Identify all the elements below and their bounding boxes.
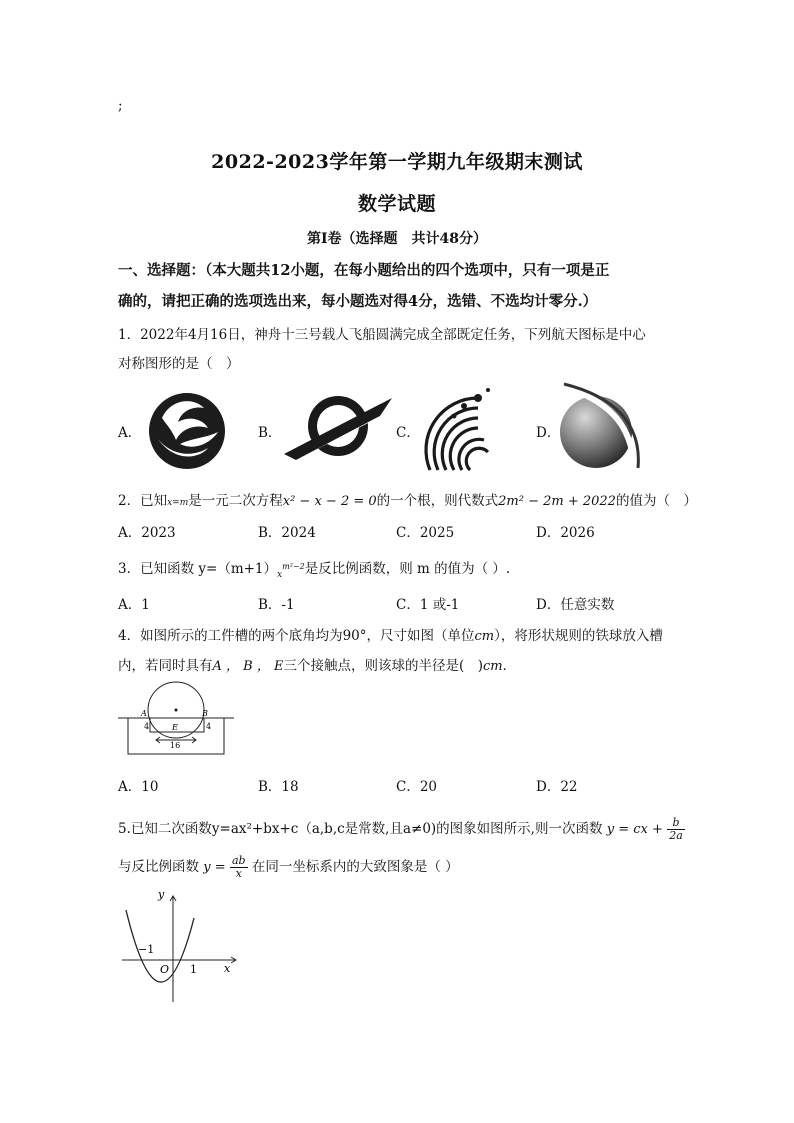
q1-option-a-emblem xyxy=(142,388,232,474)
q2-suffix: 的值为（ ） xyxy=(615,493,697,509)
q2-root: x=m xyxy=(167,498,189,508)
q5-linear-num: b xyxy=(667,817,685,830)
q4-line1-end: ），将形状规则的铁球放入槽 xyxy=(494,628,663,644)
q5-one-label: 1 xyxy=(190,963,197,976)
stray-mark: ; xyxy=(118,98,123,114)
q3-stem xyxy=(118,557,511,580)
q5-linear-lhs: y = cx + xyxy=(606,822,663,837)
q3-exponent: m²−2 xyxy=(282,562,305,571)
q5-inverse-num: ab xyxy=(231,854,246,867)
q2-equation: x² − x − 2 = 0 xyxy=(282,494,377,509)
q3-base: x xyxy=(277,570,283,580)
q3-option-a: A．1 xyxy=(118,597,150,613)
q2-option-a: A．2023 xyxy=(118,525,176,541)
q4-option-b: B．18 xyxy=(258,779,299,795)
q5-inverse-den: x xyxy=(235,867,242,880)
q2-option-c: C．2025 xyxy=(396,525,455,541)
q3-option-b: B．-1 xyxy=(258,597,295,613)
q2-expression: 2m² − 2m + 2022 xyxy=(498,494,616,509)
q1-stem-line1: 1．2022年4月16日，神舟十三号载人飞船圆满完成全部既定任务，下列航天图标是中心 xyxy=(118,327,646,343)
q5-x-label: x xyxy=(224,962,231,975)
q5-line2-text: 与反比例函数 xyxy=(118,859,199,875)
q3-option-c: C．1 或-1 xyxy=(396,597,460,613)
q4-groove-figure xyxy=(116,680,236,762)
q3-suffix: 是反比例函数，则 m 的值为（ ）. xyxy=(304,561,511,577)
q4-line2-text: 内，若同时具有 xyxy=(118,658,213,674)
q5-inverse-lhs: y = xyxy=(203,860,226,875)
q5-linear-den: 2a xyxy=(669,829,683,842)
q2-option-b: B．2024 xyxy=(258,525,316,541)
q1-stem-line2: 对称图形的是（ ） xyxy=(118,356,240,372)
q4-label-b: B xyxy=(202,709,208,718)
q4-line1-text: 4．如图所示的工件槽的两个底角均为90°，尺寸如图（单位 xyxy=(118,628,475,644)
q4-depth-right: 4 xyxy=(206,722,212,731)
q5-y-label: y xyxy=(158,890,165,901)
section-instructions-line2: 确的，请把正确的选项选出来，每小题选对得4分，选错、不选均计零分.） xyxy=(118,293,598,310)
q2-mid2: 的一个根，则代数式 xyxy=(376,493,499,509)
q1-option-c-label: C． xyxy=(396,425,420,441)
q1-option-c-emblem xyxy=(418,384,506,476)
q2-stem xyxy=(118,489,697,509)
q5-neg-one-label: −1 xyxy=(138,943,155,956)
exam-subject: 数学试题 xyxy=(357,193,436,215)
q1-option-b-label: B． xyxy=(258,425,282,441)
section-instructions-line1: 一、选择题：（本大题共12小题，在每小题给出的四个选项中，只有一项是正 xyxy=(118,262,610,279)
q1-option-b-emblem xyxy=(282,390,394,462)
q3-option-d: D．任意实数 xyxy=(536,597,615,613)
q4-line2-mid: 三个接触点，则该球的半径是( ) xyxy=(283,658,484,674)
q5-line1-text: 5.已知二次函数y=ax²+bx+c（a,b,c是常数,且a≠0)的图象如图所示,则一次函数 xyxy=(118,821,603,837)
q4-stem-line2 xyxy=(118,654,516,674)
q5-line2-end: 在同一坐标系内的大致图象是（ ） xyxy=(251,859,459,875)
q1-option-a-label: A． xyxy=(118,425,142,441)
q5-stem-line2 xyxy=(118,855,459,880)
q5-stem-line1 xyxy=(118,817,685,842)
q2-prefix: 2．已知 xyxy=(118,493,168,509)
q5-parabola-graph xyxy=(118,890,248,1005)
q1-option-d-label: D． xyxy=(536,425,561,441)
q4-depth-left: 4 xyxy=(144,722,150,731)
q4-stem-line1 xyxy=(118,624,663,644)
part-heading: 第Ⅰ卷（选择题 共计48分） xyxy=(306,231,488,247)
q5-origin-label: O xyxy=(160,963,170,976)
q4-width: 16 xyxy=(170,741,181,750)
q4-label-a: A xyxy=(141,709,147,718)
q1-option-d-emblem xyxy=(556,382,646,474)
q4-unit: cm xyxy=(474,629,495,644)
q4-line2-end: ． xyxy=(502,658,517,674)
q5-linear-fraction xyxy=(667,817,685,842)
q2-option-d: D．2026 xyxy=(536,525,595,541)
q2-mid: 是一元二次方程 xyxy=(188,493,283,509)
q4-label-e: E xyxy=(172,723,178,732)
q3-prefix: 3．已知函数 y=（m+1） xyxy=(118,561,278,577)
q4-option-d: D．22 xyxy=(536,779,578,795)
exam-title: 2022-2023学年第一学期九年级期末测试 xyxy=(211,151,583,173)
q5-inverse-fraction xyxy=(230,855,248,880)
q4-option-a: A．10 xyxy=(118,779,159,795)
q4-line2-unit: cm xyxy=(483,659,503,674)
q4-option-c: C．20 xyxy=(396,779,438,795)
q4-points: A ， B ， E xyxy=(212,659,284,674)
